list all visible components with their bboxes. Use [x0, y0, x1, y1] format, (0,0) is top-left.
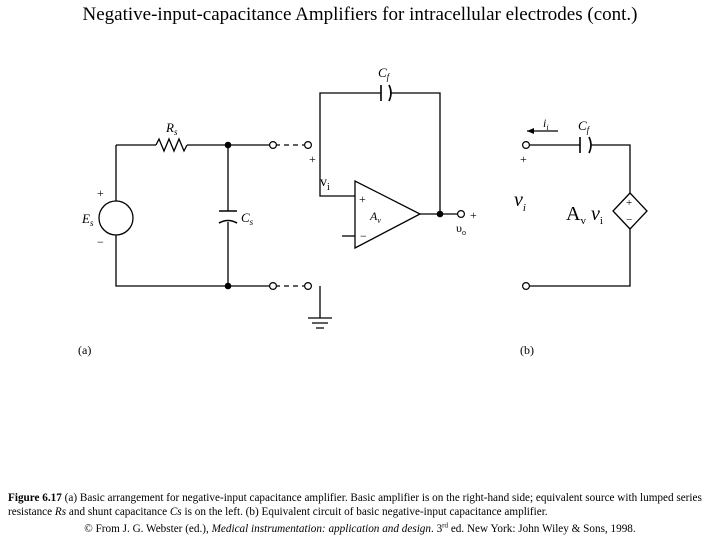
terminal-a-top-left: [270, 142, 277, 149]
b-vi-plus: +: [520, 152, 527, 166]
svg-text:Es: [81, 211, 94, 228]
credit-edition: . 3: [430, 523, 443, 535]
svg-text:Av: [369, 209, 381, 225]
vo-label-sub: o: [461, 228, 466, 237]
svg-text:Avvi: [566, 203, 603, 227]
vi-label-a-sub: i: [327, 182, 330, 193]
source-credit: [0, 523, 720, 535]
terminal-b-bottom: [523, 283, 530, 290]
svg-text:vi: [514, 189, 526, 214]
b-av-label: A: [566, 203, 581, 225]
av-label-a-sub: v: [377, 216, 381, 225]
cs-label: C: [241, 210, 250, 225]
dep-source-minus: −: [626, 214, 633, 226]
vo-plus: +: [470, 208, 477, 222]
b-av-label-sub: v: [580, 215, 586, 227]
caption-text-1: (a) Basic arrangement for negative-input capacitance amplifier. Basic amplifier is on the right-hand side; equivalent source with lumped series resistance: [8, 492, 702, 518]
b-input-wire: [440, 93, 526, 145]
terminal-a-bottom-right: [305, 283, 312, 290]
vi-label-a: v: [320, 175, 327, 190]
b-bottom-wire: [526, 229, 630, 286]
b-av-vi-label-sub: i: [599, 215, 603, 227]
figure-label: Figure 6.17: [8, 492, 62, 504]
junction-output: [437, 211, 444, 218]
ii-label: i: [543, 116, 547, 130]
b-vi-label-sub: i: [522, 202, 526, 214]
panel-label-b: (b): [520, 343, 534, 357]
amp-plus: +: [359, 192, 366, 206]
b-vi-label: v: [514, 189, 523, 211]
ground-symbol: [308, 318, 332, 328]
es-source: [99, 201, 133, 235]
b-cf-plate-b: [589, 137, 591, 153]
dep-source-plus: +: [626, 197, 633, 209]
svg-text:Cf: [578, 118, 591, 135]
cs-label-sub: s: [249, 217, 254, 227]
caption-text-2: and shunt capacitance: [66, 506, 170, 518]
panel-label-a: (a): [78, 343, 92, 357]
rs-resistor: [156, 139, 187, 151]
vi-plus-a: +: [309, 152, 316, 166]
b-top-wire: [526, 145, 630, 193]
cf-label-sub: f: [386, 72, 390, 82]
svg-text:υo: [456, 221, 466, 237]
es-label-sub: s: [89, 218, 94, 228]
ii-label-sub: i: [546, 123, 549, 132]
svg-text:vi: [320, 175, 330, 193]
terminal-a-bottom-left: [270, 283, 277, 290]
amp-minus: −: [360, 229, 367, 243]
credit-suffix: ed. New York: John Wiley & Sons, 1998.: [448, 523, 636, 535]
b-cf-label-sub: f: [586, 125, 590, 135]
rs-label: R: [166, 120, 174, 135]
cf-label: C: [378, 65, 387, 80]
junction-bottom: [225, 283, 232, 290]
terminal-a-top-right: [305, 142, 312, 149]
figure-caption: [8, 491, 708, 519]
terminal-b-top: [523, 142, 530, 149]
av-label-a: A: [370, 209, 378, 223]
slide-title: Negative-input-capacitance Amplifiers for intracellular electrodes (cont.): [82, 4, 638, 25]
svg-text:ii: [543, 116, 549, 132]
caption-rs: Rs: [54, 506, 67, 518]
junction-top: [225, 142, 232, 149]
caption-cs: Cs: [169, 506, 182, 518]
vo-label: υ: [456, 221, 462, 235]
svg-text:Cf: [378, 65, 391, 82]
es-plus: +: [97, 186, 104, 200]
rs-label-sub: s: [173, 127, 178, 137]
terminal-a-output: [458, 211, 465, 218]
es-minus: −: [97, 235, 104, 249]
ii-arrowhead: [527, 128, 534, 134]
b-cf-label: C: [578, 118, 587, 133]
caption-text-3: is on the left. (b) Equivalent circuit of basic negative-input capacitance amplifier.: [181, 506, 548, 518]
svg-text:Cs: [241, 210, 254, 227]
b-av-vi-label: v: [590, 203, 600, 225]
svg-text:Rs: [165, 120, 178, 137]
credit-prefix: © From J. G. Webster (ed.),: [84, 523, 212, 535]
credit-book: Medical instrumentation: application and design: [211, 523, 431, 535]
credit-edition-sup: rd: [442, 521, 449, 530]
es-label: E: [82, 211, 90, 226]
